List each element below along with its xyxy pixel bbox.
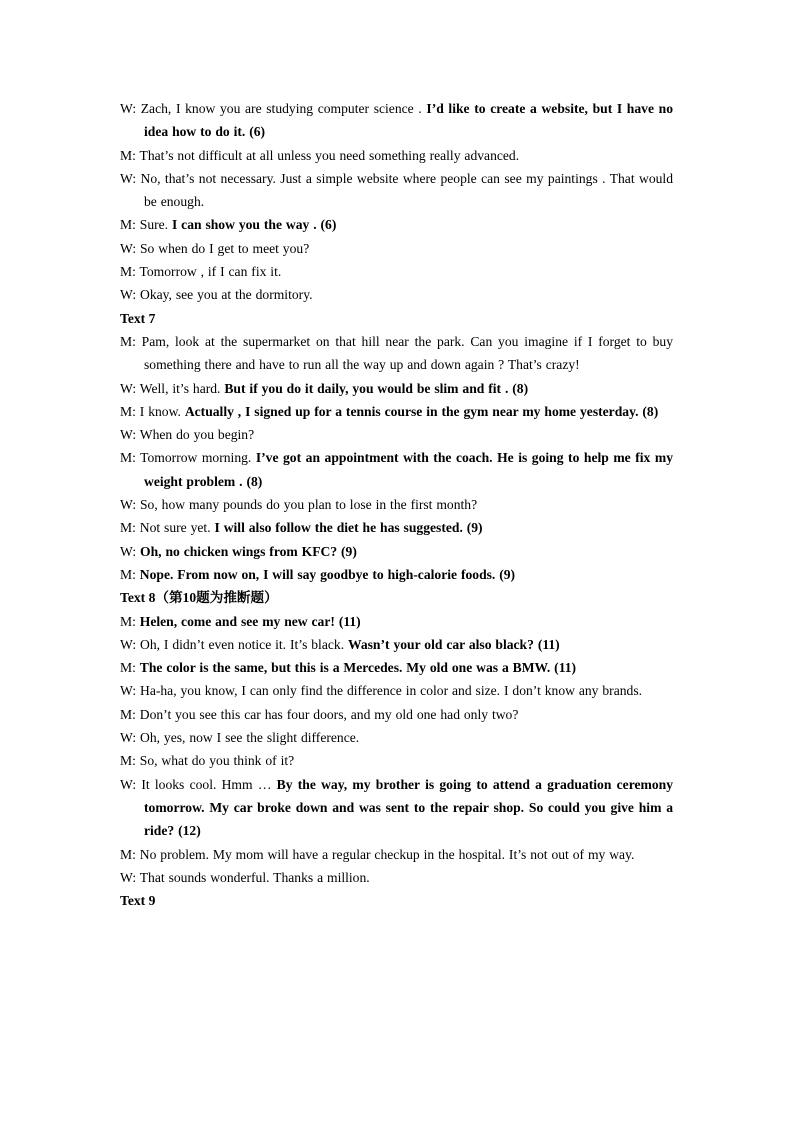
dialogue-text: M: I know.: [120, 403, 185, 419]
dialogue-text: M: Tomorrow , if I can fix it.: [120, 264, 282, 280]
dialogue-text: M: Don’t you see this car has four doors, and my old one had only two?: [120, 706, 519, 722]
answer-key-text: I’ve got an appointment with the coach. He is going to help me fix my weight problem . (8): [144, 450, 673, 489]
dialogue-line: [120, 679, 673, 702]
dialogue-line: [120, 260, 673, 283]
dialogue-line: [120, 446, 673, 493]
dialogue-line: [120, 610, 673, 633]
dialogue-line: [120, 563, 673, 586]
dialogue-line: [120, 749, 673, 772]
answer-key-text: Nope. From now on, I will say goodbye to high-calorie foods. (9): [139, 566, 516, 582]
dialogue-text: W: So, how many pounds do you plan to lose in the first month?: [120, 497, 478, 513]
answer-key-text: Text 8（第10题为推断题）: [120, 590, 278, 606]
dialogue-line: [120, 423, 673, 446]
answer-key-text: But if you do it daily, you would be slim and fit . (8): [224, 380, 529, 396]
answer-key-text: Actually , I signed up for a tennis course in the gym near my home yesterday. (8): [184, 403, 659, 419]
answer-key-text: Wasn’t your old car also black? (11): [348, 636, 560, 652]
dialogue-line: [120, 213, 673, 236]
answer-key-text: I’d like to create a website, but I have no idea how to do it. (6): [144, 101, 673, 140]
dialogue-text: M: Tomorrow morning.: [120, 450, 256, 466]
dialogue-line: [120, 237, 673, 260]
answer-key-text: I can show you the way . (6): [171, 217, 337, 233]
dialogue-text: M: No problem. My mom will have a regular checkup in the hospital. It’s not out of my way.: [120, 846, 635, 862]
dialogue-line: [120, 493, 673, 516]
dialogue-text: M:: [120, 566, 140, 582]
dialogue-text: W: When do you begin?: [120, 427, 255, 443]
dialogue-text: W: Oh, yes, now I see the slight difference.: [120, 730, 360, 746]
dialogue-text: W: Okay, see you at the dormitory.: [120, 287, 313, 303]
dialogue-line: [120, 516, 673, 539]
dialogue-text: W: Oh, I didn’t even notice it. It’s black.: [120, 636, 348, 652]
dialogue-text: W: Zach, I know you are studying computer science .: [120, 101, 427, 116]
dialogue-text: W: That sounds wonderful. Thanks a million.: [120, 869, 370, 885]
dialogue-line: [120, 377, 673, 400]
dialogue-text: W: It looks cool. Hmm …: [120, 776, 277, 792]
dialogue-line: [120, 656, 673, 679]
answer-key-text: Text 9: [120, 893, 156, 909]
dialogue-text: W: No, that’s not necessary. Just a simple website where people can see my paintings . That would be enough.: [120, 170, 673, 210]
answer-key-text: Oh, no chicken wings from KFC? (9): [140, 543, 357, 559]
dialogue-text: W: Ha-ha, you know, I can only find the difference in color and size. I don’t know any brands.: [120, 683, 643, 699]
section-heading: [120, 889, 673, 912]
dialogue-line: [120, 400, 673, 423]
answer-key-text: Text 7: [120, 310, 156, 326]
dialogue-line: [120, 726, 673, 749]
answer-key-text: Helen, come and see my new car! (11): [139, 613, 361, 629]
dialogue-text: W: So when do I get to meet you?: [120, 240, 310, 256]
dialogue-line: [120, 97, 673, 144]
answer-key-text: I will also follow the diet he has suggested. (9): [214, 520, 483, 536]
dialogue-line: [120, 283, 673, 306]
dialogue-text: M:: [120, 613, 140, 629]
section-heading: [120, 586, 673, 609]
dialogue-line: [120, 866, 673, 889]
dialogue-line: [120, 773, 673, 843]
dialogue-text: M: Not sure yet.: [120, 520, 215, 536]
dialogue-text: M: Sure.: [120, 217, 172, 233]
answer-key-text: By the way, my brother is going to attend a graduation ceremony tomorrow. My car broke down and was sent to the repair shop. So could you give him a ride? (12): [144, 776, 673, 839]
dialogue-text: M:: [120, 660, 140, 676]
transcript-page: [120, 97, 673, 912]
dialogue-line: [120, 540, 673, 563]
section-heading: [120, 307, 673, 330]
dialogue-line: [120, 144, 673, 167]
dialogue-line: [120, 167, 673, 214]
answer-key-text: The color is the same, but this is a Mercedes. My old one was a BMW. (11): [139, 660, 577, 676]
dialogue-text: M: Pam, look at the supermarket on that hill near the park. Can you imagine if I forget to buy something there and have to run all the way up and down again ? That’s crazy!: [120, 333, 673, 373]
dialogue-line: [120, 633, 673, 656]
dialogue-text: W:: [120, 543, 141, 559]
dialogue-line: [120, 703, 673, 726]
dialogue-text: M: That’s not difficult at all unless you need something really advanced.: [120, 147, 520, 163]
dialogue-text: M: So, what do you think of it?: [120, 753, 295, 769]
dialogue-line: [120, 330, 673, 377]
dialogue-text: W: Well, it’s hard.: [120, 380, 225, 396]
dialogue-line: [120, 843, 673, 866]
